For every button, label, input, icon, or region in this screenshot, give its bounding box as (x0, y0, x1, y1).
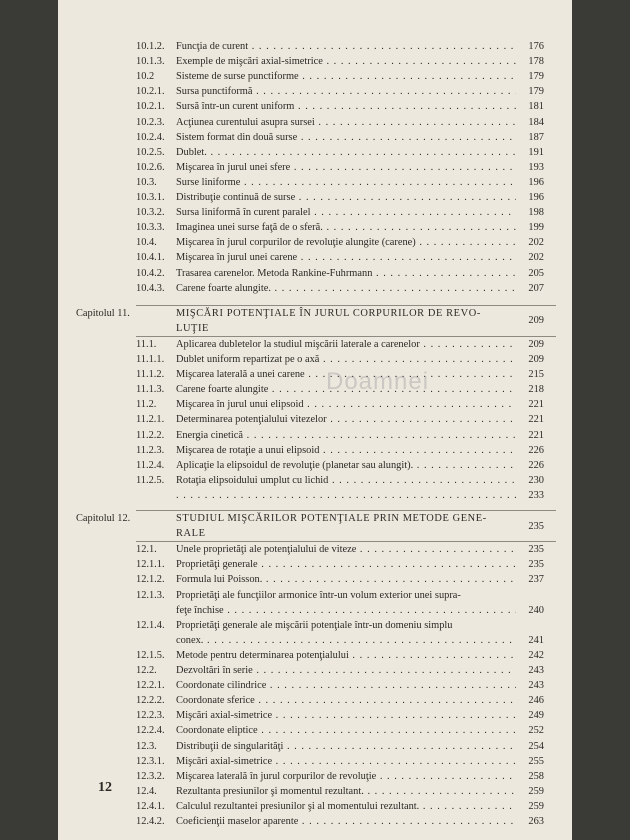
section-number: 12.1.1. (136, 559, 165, 571)
section-title: Acţiunea curentului asupra sursei . . . (176, 116, 516, 129)
section-number: 12.2.2. (136, 695, 165, 707)
toc-entry (58, 444, 572, 457)
toc-entry (58, 85, 572, 98)
section-number: 12.1.2. (136, 574, 165, 586)
toc-entry (58, 131, 572, 144)
page-number: 205 (528, 267, 544, 279)
section-title: Dezvoltări în serie . . . (176, 664, 516, 677)
toc-entry (58, 740, 572, 753)
page-number: 221 (528, 429, 544, 441)
section-title (176, 489, 516, 502)
chapter-heading (58, 307, 572, 320)
toc-entry (58, 267, 572, 280)
section-title: Mişcarea de rotaţie a unui elipsoid . . . (176, 444, 516, 457)
section-number: 11.2.4. (136, 459, 165, 471)
toc-entry (58, 619, 572, 632)
section-number: 10.2.6. (136, 161, 165, 173)
toc-entry (58, 206, 572, 219)
section-number: 11.2.1. (136, 414, 165, 426)
section-title: Mişcarea în jurul unei sfere . . . (176, 161, 516, 174)
section-title: Mişcarea în jurul corpurilor de revoluţie alungite (carene) . . . (176, 236, 516, 249)
page-number: 252 (528, 725, 544, 737)
page-number: 249 (528, 710, 544, 722)
toc-entry (58, 634, 572, 647)
chapter-page-number: 209 (528, 315, 544, 327)
page-number: 259 (528, 785, 544, 797)
page-number: 237 (528, 574, 544, 586)
section-title: Calculul rezultantei presiunilor şi al momentului rezultant. . . . (176, 800, 516, 813)
section-title: Dublet. . . . (176, 146, 516, 159)
chapter-title-continued: RALE (176, 528, 206, 540)
section-title: Carene foarte alungite . . . (176, 383, 516, 396)
divider (136, 541, 556, 542)
section-title: Coeficienţii maselor aparente . . . (176, 815, 516, 828)
page-number: 215 (528, 369, 544, 381)
toc-entry (58, 146, 572, 159)
toc-entry (58, 543, 572, 556)
page-number: 202 (528, 252, 544, 264)
section-number: 10.4. (136, 237, 157, 249)
section-number: 10.2.1. (136, 101, 165, 113)
section-number: 12.3.2. (136, 770, 165, 782)
page-number: 196 (528, 176, 544, 188)
page-number: 242 (528, 649, 544, 661)
watermark: Doamnei (326, 368, 430, 395)
page-number: 184 (528, 116, 544, 128)
page-number: 193 (528, 161, 544, 173)
toc-entry (58, 800, 572, 813)
page-number: 243 (528, 665, 544, 676)
toc-entry (58, 100, 572, 113)
section-title: Mişcarea în jurul unui elipsoid . . . (176, 398, 516, 411)
page-number: 209 (528, 338, 544, 350)
page-number: 191 (528, 146, 544, 158)
page-number: 181 (528, 101, 544, 113)
page-number: 221 (528, 414, 544, 426)
divider (136, 305, 556, 306)
section-title: Dublet uniform repartizat pe o axă . . . (176, 353, 516, 366)
section-number: 10.4.1. (136, 252, 165, 264)
section-number: 12.4.2. (136, 816, 165, 827)
section-title: Coordonate cilindrice . . . (176, 679, 516, 692)
toc-entry (58, 770, 572, 783)
divider (136, 510, 556, 511)
page-number: 176 (528, 41, 544, 52)
section-title: Distribuţii de singularităţi . . . (176, 740, 516, 753)
toc-entry (58, 398, 572, 411)
section-number: 10.3.1. (136, 192, 165, 203)
section-title: Distribuţie continuă de surse . . . (176, 191, 516, 204)
toc-entry (58, 353, 572, 366)
toc-entry (58, 338, 572, 351)
chapter-heading-continued (58, 315, 572, 335)
page-number: 221 (528, 399, 544, 411)
page-number: 187 (528, 131, 544, 143)
page-number: 198 (528, 207, 544, 219)
page-number: 258 (528, 770, 544, 782)
section-title: Sursa punctiformă . . . (176, 85, 516, 98)
chapter-label: Capitolul 12. (76, 513, 131, 524)
toc-entry (58, 191, 572, 204)
toc-entry (58, 664, 572, 677)
section-title: Mişcarea în jurul unei carene . . . (176, 251, 516, 264)
section-number: 12.2.4. (136, 725, 165, 737)
section-number: 10.3.2. (136, 207, 165, 219)
section-title: Coordonate eliptice . . . (176, 724, 516, 737)
chapter-title: MIŞCĂRI POTENŢIALE ÎN JURUL CORPURILOR DE REVO- (176, 307, 481, 319)
section-title: Metode pentru determinarea potenţialului . . . (176, 649, 516, 662)
section-number: 10.2.3. (136, 116, 165, 128)
section-title: Sisteme de surse punctiforme . . . (176, 70, 516, 83)
page-number: 179 (528, 71, 544, 83)
section-title: Carene foarte alungite. . . . (176, 282, 516, 295)
section-number: 10.2.5. (136, 146, 165, 158)
toc-entry (58, 282, 572, 295)
section-title: Sursa liniformă în curent paralel . . . (176, 206, 516, 219)
toc-entry (58, 55, 572, 68)
page-number: 199 (528, 222, 544, 234)
toc-entry (58, 604, 572, 617)
section-number: 10.4.2. (136, 267, 165, 279)
section-number: 12.3. (136, 740, 157, 752)
section-number: 11.1. (136, 338, 157, 350)
page-number: 255 (528, 755, 544, 767)
chapter-title: STUDIUL MIŞCĂRILOR POTENŢIALE PRIN METODE GENE- (176, 513, 487, 524)
toc-entry (58, 221, 572, 234)
page-number: 246 (528, 695, 544, 707)
toc-entry (58, 176, 572, 189)
section-number: 10.2 (136, 71, 155, 83)
section-title: Sursă într-un curent uniform . . . (176, 100, 516, 113)
section-title: Proprietăţi generale . . . (176, 558, 516, 571)
toc-entry (58, 70, 572, 83)
page-number: 226 (528, 444, 544, 456)
toc-entry (58, 755, 572, 768)
section-number: 10.3.3. (136, 222, 165, 234)
page-number: 235 (528, 559, 544, 571)
toc-entry (58, 709, 572, 722)
section-title: Trasarea carenelor. Metoda Rankine-Fuhrmann . . . (176, 267, 516, 280)
toc-entry (58, 589, 572, 602)
section-number: 11.1.2. (136, 369, 165, 381)
toc-entry (58, 679, 572, 692)
toc-entry (58, 815, 572, 828)
section-title: conex. . . . (176, 634, 516, 647)
chapter-page-number: 235 (528, 520, 544, 532)
toc-entry (58, 40, 572, 53)
section-number: 11.2.5. (136, 474, 165, 486)
toc-entry (58, 459, 572, 472)
toc-entry (58, 573, 572, 586)
toc-entry (58, 489, 572, 502)
section-number: 12.1.4. (136, 619, 165, 631)
toc-entry (58, 724, 572, 737)
page-number: 240 (528, 604, 544, 616)
toc-entry (58, 694, 572, 707)
toc-entry (58, 383, 572, 396)
chapter-label: Capitolul 11. (76, 307, 130, 319)
page-number: 226 (528, 459, 544, 471)
section-title: Imaginea unei surse faţă de o sferă. . . . (176, 221, 516, 234)
section-number: 11.1.1. (136, 354, 165, 365)
section-number: 11.2.2. (136, 429, 165, 441)
section-number: 10.1.2. (136, 41, 165, 52)
page-number: 179 (528, 86, 544, 98)
page-number: 196 (528, 192, 544, 203)
page-number: 230 (528, 474, 544, 486)
page-number: 209 (528, 354, 544, 365)
section-title: Unele proprietăţi ale potenţialului de viteze . . . (176, 543, 516, 556)
toc-entry (58, 116, 572, 129)
section-number: 12.3.1. (136, 755, 165, 767)
toc-entry (58, 558, 572, 571)
page-number: 233 (528, 489, 544, 501)
page-number: 218 (528, 384, 544, 396)
section-title: Aplicaţie la elipsoidul de revoluţie (planetar sau alungit). . . . (176, 459, 516, 472)
section-number: 12.2. (136, 665, 157, 676)
section-number: 11.1.3. (136, 384, 165, 396)
section-number: 12.2.3. (136, 710, 165, 722)
toc-entry (58, 413, 572, 426)
section-number: 10.3. (136, 176, 157, 188)
chapter-heading-continued (58, 520, 572, 540)
divider (136, 336, 556, 337)
toc-entry (58, 161, 572, 174)
section-number: 12.4. (136, 785, 157, 797)
section-number: 10.2.4. (136, 131, 165, 143)
book-page (58, 0, 572, 840)
section-number: 10.2.1. (136, 86, 165, 98)
chapter-heading (58, 512, 572, 525)
page-number: 263 (528, 816, 544, 827)
section-title: Energia cinetică . . . (176, 429, 516, 442)
section-title: Sistem format din două surse . . . (176, 131, 516, 144)
toc-entry (58, 368, 572, 381)
section-title: Rezultanta presiunilor şi momentul rezultant. . . . (176, 785, 516, 798)
section-title: Mişcarea laterală în jurul corpurilor de revoluţie . . . (176, 770, 516, 783)
section-number: 12.1.3. (136, 589, 165, 601)
page-number: 235 (528, 544, 544, 556)
section-number: 10.4.3. (136, 282, 165, 294)
page-number: 259 (528, 800, 544, 812)
section-title: Mişcarea laterală a unei carene . . . (176, 368, 516, 381)
toc-entry (58, 649, 572, 662)
section-title: Mişcări axial-simetrice . . . (176, 709, 516, 722)
section-title: Rotaţia elipsoidului umplut cu lichid . . . (176, 474, 516, 487)
toc-entry (58, 236, 572, 249)
toc-entry (58, 785, 572, 798)
toc-entry (58, 251, 572, 264)
toc-entry (58, 474, 572, 487)
section-number: 11.2. (136, 399, 157, 411)
page-number: 178 (528, 56, 544, 68)
section-title: Funcţia de curent . . . (176, 40, 516, 53)
section-title: Formula lui Poisson. . . . (176, 573, 516, 586)
toc-entry (58, 429, 572, 442)
section-title: Exemple de mişcări axial-simetrice . . . (176, 55, 516, 68)
section-number: 12.1. (136, 544, 157, 556)
section-title: Mişcări axial-simetrice . . . (176, 755, 516, 768)
section-number: 12.4.1. (136, 800, 165, 812)
section-title: Proprietăţi ale funcţiilor armonice într-un volum exterior unei supra- (176, 589, 461, 601)
page-number: 241 (528, 634, 544, 646)
section-title: Coordonate sferice . . . (176, 694, 516, 707)
section-number: 12.1.5. (136, 649, 165, 661)
page-number: 202 (528, 237, 544, 249)
page-number: 254 (528, 740, 544, 752)
section-number: 10.1.3. (136, 56, 165, 68)
page-number: 207 (528, 282, 544, 294)
section-number: 12.2.1. (136, 680, 165, 692)
page-folio: 12 (98, 780, 112, 795)
section-title: Aplicarea dubletelor la studiul mişcării laterale a carenelor . . . (176, 338, 516, 351)
chapter-title-continued: LUŢIE (176, 322, 210, 334)
page-number: 243 (528, 680, 544, 692)
section-title: Determinarea potenţialului vitezelor . . . (176, 413, 516, 426)
section-title: Surse liniforme . . . (176, 176, 516, 189)
section-number: 11.2.3. (136, 444, 165, 456)
section-title: feţe închise . . . (176, 604, 516, 617)
section-title: Proprietăţi generale ale mişcării potenţiale într-un domeniu simplu (176, 619, 453, 631)
